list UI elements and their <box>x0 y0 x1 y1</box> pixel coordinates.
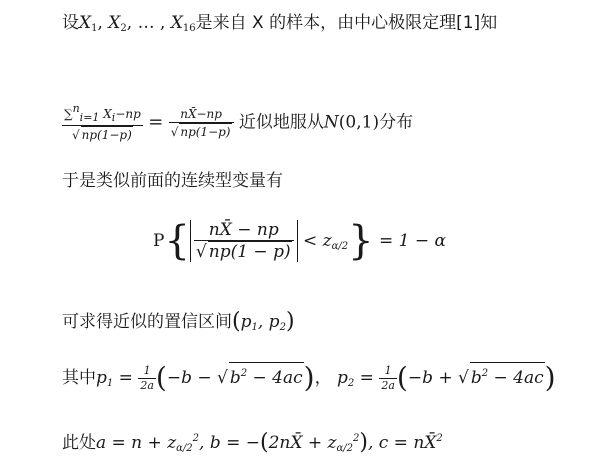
coefficient-prefix-text: 此处 <box>62 433 96 453</box>
mean-form-fraction: $\frac{nX̄-np}{√ np(1-p)}$ <box>169 106 234 140</box>
less-than-sign: < <box>303 231 318 251</box>
endpoint-prefix-text: 其中 <box>62 368 96 388</box>
approx-text: 近似地服从 <box>238 112 324 133</box>
interval-line: 可求得近似的置信区间($p_1$, $p_2$) <box>62 309 295 334</box>
sample-definition-line <box>62 12 497 40</box>
absolute-value-fraction: $\frac{nX̄ - np}{√ np(1 - p)}$ <box>190 220 298 262</box>
sample-prefix-text: 设 <box>62 13 79 33</box>
normal-distribution-symbol: N <box>323 112 339 133</box>
equals-sign: = <box>148 111 164 133</box>
half-a-fraction: $\frac{1}{2a}$ <box>140 363 154 392</box>
interval-text: 可求得近似的置信区间 <box>62 312 232 332</box>
sample-suffix-text: 是来自 X 的样本，由中心极限定理[1]知 <box>195 13 498 33</box>
critical-value: $z_{\alpha/2}$ <box>322 231 349 252</box>
probability-equation: P{ $\frac{nX̄ - np}{√ np(1 - p)}$ < $z_{\alpha/2}\} = 1 - \alpha$ <box>153 218 446 264</box>
distribution-args: (0,1) <box>338 112 380 133</box>
half-a-fraction-2: $\frac{1}{2a}$ <box>381 363 395 392</box>
coefficient-definitions-line: 此处$a = n + z_{\alpha/2}^2$, b = −(2nX̄ + $z_{\alpha/2}^2$), c = nX̄$^2$ <box>62 430 443 455</box>
confidence-rhs: = 1 − α <box>378 231 446 251</box>
standardized-sum-fraction: $\frac{\sum ni=1 Xi-np}{√ np(1-p)}$ <box>64 102 141 142</box>
sample-variable: $X_1$, $X_2$, … , $X_{16}$ <box>79 13 196 34</box>
continuous-analog-text: 于是类似前面的连续型变量有 <box>62 171 283 191</box>
continuous-analog-line <box>62 170 283 192</box>
distribution-suffix-text: 分布 <box>379 112 414 133</box>
probability-symbol: P <box>153 231 165 251</box>
endpoint-formulas-line: 其中$p_1$ = $\frac{1}{2a}$ (−b − √ $b^2 - 4ac$)， $p_2$ = $\frac{1}{2a}$ (−b + √ $b^2 - 4ac$) <box>62 361 556 394</box>
clt-statement-line <box>62 102 413 143</box>
